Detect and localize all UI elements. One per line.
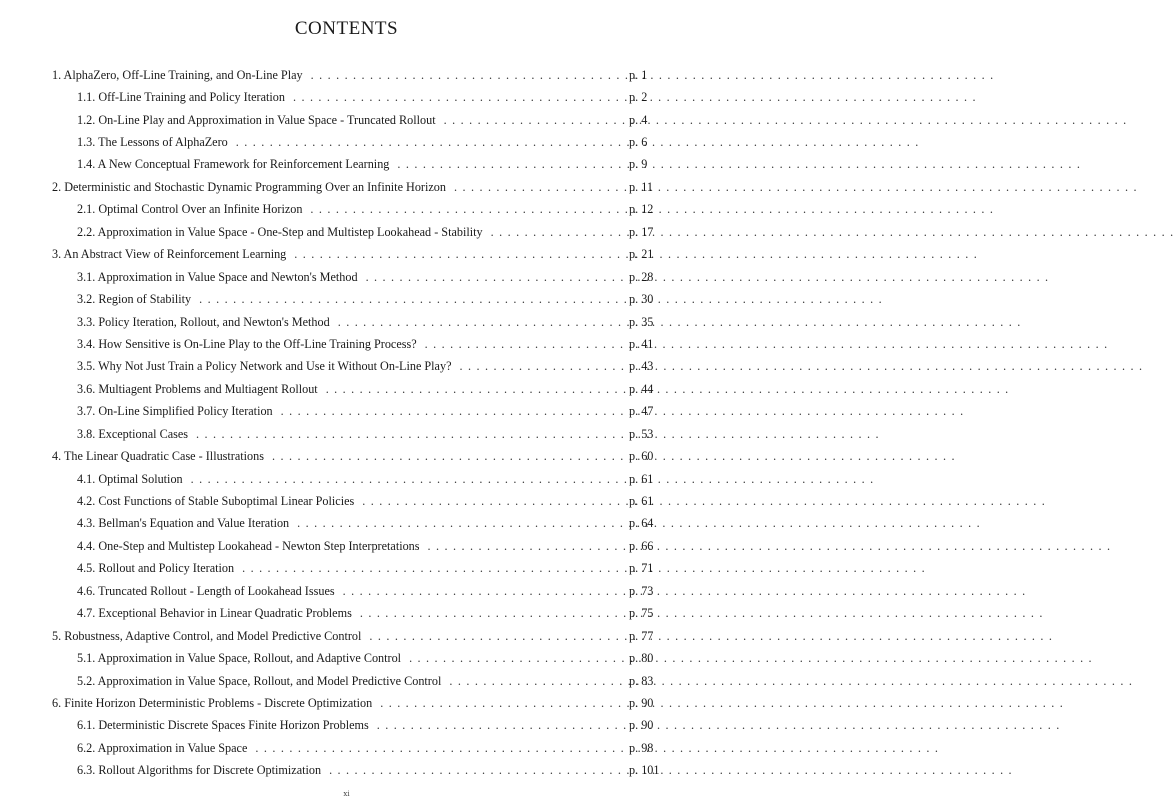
toc-entry-title: 5.1. Approximation in Value Space, Rollout, and Adaptive Control — [77, 651, 402, 666]
toc-entry-title: 5.2. Approximation in Value Space, Rollout, and Model Predictive Control — [77, 673, 442, 688]
toc-entry-page: p. 90 — [629, 718, 654, 733]
toc-entry-title: 4.4. One-Step and Multistep Lookahead - Newton Step Interpretations — [77, 538, 420, 553]
toc-entry-title: 6. Finite Horizon Deterministic Problems - Discrete Optimization — [52, 695, 373, 710]
toc-entry-title: 1.2. On-Line Play and Approximation in Value Space - Truncated Rollout — [77, 112, 436, 127]
toc-entry-page: p. 66 — [629, 538, 654, 553]
dot-leader — [343, 584, 623, 599]
toc-chapter-entry[interactable] — [0, 64, 693, 86]
toc-entry-page: p. 80 — [629, 651, 654, 666]
dot-leader — [369, 629, 623, 644]
dot-leader — [242, 561, 623, 576]
toc-entry-page: p. 83 — [629, 673, 654, 688]
toc-entry-page: p. 9 — [629, 157, 648, 172]
dot-leader — [366, 270, 623, 285]
table-of-contents — [0, 64, 693, 782]
dot-leader — [196, 427, 623, 442]
toc-entry-page: p. 1 — [629, 67, 648, 82]
toc-entry-page: p. 47 — [629, 404, 654, 419]
toc-entry-title: 6.3. Rollout Algorithms for Discrete Optimization — [77, 763, 322, 778]
toc-entry-title: 1.4. A New Conceptual Framework for Reinforcement Learning — [77, 157, 390, 172]
toc-chapter-entry[interactable] — [0, 692, 693, 714]
toc-entry-page: p. 75 — [629, 606, 654, 621]
toc-section-entry[interactable] — [0, 86, 693, 108]
toc-entry-page: p. 43 — [629, 359, 654, 374]
toc-section-entry[interactable] — [0, 109, 693, 131]
dot-leader — [444, 113, 623, 128]
toc-entry-page: p. 90 — [629, 695, 654, 710]
dot-leader — [311, 68, 623, 83]
toc-entry-page: p. 44 — [629, 381, 654, 396]
page-title: CONTENTS — [294, 18, 399, 39]
toc-entry-page: p. 11 — [629, 179, 653, 194]
toc-entry-title: 4.3. Bellman's Equation and Value Iteration — [77, 516, 290, 531]
toc-section-entry[interactable] — [0, 468, 693, 490]
dot-leader — [272, 449, 623, 464]
toc-entry-title: 4.1. Optimal Solution — [77, 471, 183, 486]
toc-entry-page: p. 64 — [629, 516, 654, 531]
toc-entry-page: p. 61 — [629, 471, 654, 486]
toc-section-entry[interactable] — [0, 266, 693, 288]
toc-chapter-entry[interactable] — [0, 244, 693, 266]
toc-chapter-entry[interactable] — [0, 625, 693, 647]
toc-entry-title: 4.6. Truncated Rollout - Length of Lookahead Issues — [77, 583, 335, 598]
dot-leader — [428, 539, 623, 554]
toc-section-entry[interactable] — [0, 603, 693, 625]
toc-entry-title: 4.5. Rollout and Policy Iteration — [77, 561, 235, 576]
dot-leader — [294, 247, 623, 262]
toc-entry-title: 3.1. Approximation in Value Space and Newton's Method — [77, 269, 358, 284]
toc-entry-page: p. 98 — [629, 740, 654, 755]
toc-entry-title: 3.3. Policy Iteration, Rollout, and Newton's Method — [77, 314, 330, 329]
toc-entry-page: p. 41 — [629, 336, 654, 351]
toc-entry-title: 3.2. Region of Stability — [77, 292, 192, 307]
toc-section-entry[interactable] — [0, 760, 693, 782]
toc-entry-title: 4.7. Exceptional Behavior in Linear Quadratic Problems — [77, 606, 352, 621]
dot-leader — [459, 359, 623, 374]
dot-leader — [491, 225, 623, 240]
toc-section-entry[interactable] — [0, 737, 693, 759]
toc-entry-title: 6.1. Deterministic Discrete Spaces Finite Horizon Problems — [77, 718, 369, 733]
dot-leader — [236, 135, 623, 150]
dot-leader — [409, 651, 623, 666]
toc-section-entry[interactable] — [0, 288, 693, 310]
toc-section-entry[interactable] — [0, 535, 693, 557]
toc-entry-page: p. 21 — [629, 247, 654, 262]
toc-section-entry[interactable] — [0, 670, 693, 692]
toc-entry-page: p. 61 — [629, 494, 654, 509]
toc-section-entry[interactable] — [0, 558, 693, 580]
dot-leader — [329, 763, 623, 778]
toc-entry-page: p. 35 — [629, 314, 654, 329]
toc-entry-title: 6.2. Approximation in Value Space — [77, 740, 248, 755]
toc-entry-page: p. 73 — [629, 583, 654, 598]
toc-entry-title: 4.2. Cost Functions of Stable Suboptimal Linear Policies — [77, 494, 355, 509]
toc-entry-page: p. 71 — [629, 561, 654, 576]
toc-entry-title: 3.6. Multiagent Problems and Multiagent Rollout — [77, 381, 318, 396]
toc-entry-title: 3.7. On-Line Simplified Policy Iteration — [77, 404, 273, 419]
toc-section-entry[interactable] — [0, 513, 693, 535]
toc-section-entry[interactable] — [0, 423, 693, 445]
toc-section-entry[interactable] — [0, 401, 693, 423]
page-number-footer: xi — [343, 790, 350, 798]
dot-leader — [255, 741, 623, 756]
dot-leader — [199, 292, 623, 307]
dot-leader — [397, 157, 623, 172]
toc-entry-page: p. 2 — [629, 90, 648, 105]
dot-leader — [380, 696, 623, 711]
dot-leader — [281, 404, 623, 419]
toc-entry-title: 1.1. Off-Line Training and Policy Iteration — [77, 90, 285, 105]
toc-entry-page: p. 30 — [629, 292, 654, 307]
toc-section-entry[interactable] — [0, 378, 693, 400]
toc-entry-page: p. 17 — [629, 224, 654, 239]
toc-entry-page: p. 77 — [629, 628, 654, 643]
toc-section-entry[interactable] — [0, 199, 693, 221]
toc-section-entry[interactable] — [0, 333, 693, 355]
dot-leader — [297, 516, 623, 531]
toc-entry-page: p. 6 — [629, 135, 648, 150]
toc-entry-title: 3. An Abstract View of Reinforcement Learning — [52, 247, 287, 262]
toc-entry-title: 3.4. How Sensitive is On-Line Play to the Off-Line Training Process? — [77, 336, 417, 351]
toc-entry-page: p. 60 — [629, 449, 654, 464]
toc-entry-title: 4. The Linear Quadratic Case - Illustrations — [52, 449, 264, 464]
toc-entry-page: p. 12 — [629, 202, 654, 217]
dot-leader — [454, 180, 623, 195]
toc-entry-page: p. 53 — [629, 426, 654, 441]
toc-section-entry[interactable] — [0, 647, 693, 669]
toc-section-entry[interactable] — [0, 715, 693, 737]
toc-section-entry[interactable] — [0, 154, 693, 176]
toc-entry-title: 2. Deterministic and Stochastic Dynamic Programming Over an Infinite Horizon — [52, 179, 446, 194]
toc-section-entry[interactable] — [0, 221, 693, 243]
toc-entry-page: p. 4 — [629, 112, 648, 127]
toc-section-entry[interactable] — [0, 490, 693, 512]
toc-section-entry[interactable] — [0, 356, 693, 378]
toc-entry-title: 2.2. Approximation in Value Space - One-Step and Multistep Lookahead - Stability — [77, 224, 483, 239]
toc-entry-title: 5. Robustness, Adaptive Control, and Model Predictive Control — [52, 628, 362, 643]
toc-section-entry[interactable] — [0, 580, 693, 602]
toc-entry-title: 3.8. Exceptional Cases — [77, 426, 189, 441]
dot-leader — [338, 315, 623, 330]
dot-leader — [326, 382, 623, 397]
dot-leader — [449, 674, 623, 689]
dot-leader — [377, 718, 623, 733]
toc-entry-title: 1. AlphaZero, Off-Line Training, and On-Line Play — [52, 67, 303, 82]
toc-chapter-entry[interactable] — [0, 176, 693, 198]
toc-entry-page: p. 28 — [629, 269, 654, 284]
toc-section-entry[interactable] — [0, 131, 693, 153]
dot-leader — [360, 606, 623, 621]
toc-entry-title: 2.1. Optimal Control Over an Infinite Horizon — [77, 202, 303, 217]
dot-leader — [191, 472, 623, 487]
toc-section-entry[interactable] — [0, 311, 693, 333]
dot-leader — [362, 494, 623, 509]
dot-leader — [293, 90, 623, 105]
toc-entry-title: 3.5. Why Not Just Train a Policy Network and Use it Without On-Line Play? — [77, 359, 452, 374]
toc-entry-title: 1.3. The Lessons of AlphaZero — [77, 135, 228, 150]
toc-entry-page: p. 101 — [629, 763, 660, 778]
dot-leader — [425, 337, 623, 352]
toc-chapter-entry[interactable] — [0, 445, 693, 467]
dot-leader — [310, 202, 623, 217]
